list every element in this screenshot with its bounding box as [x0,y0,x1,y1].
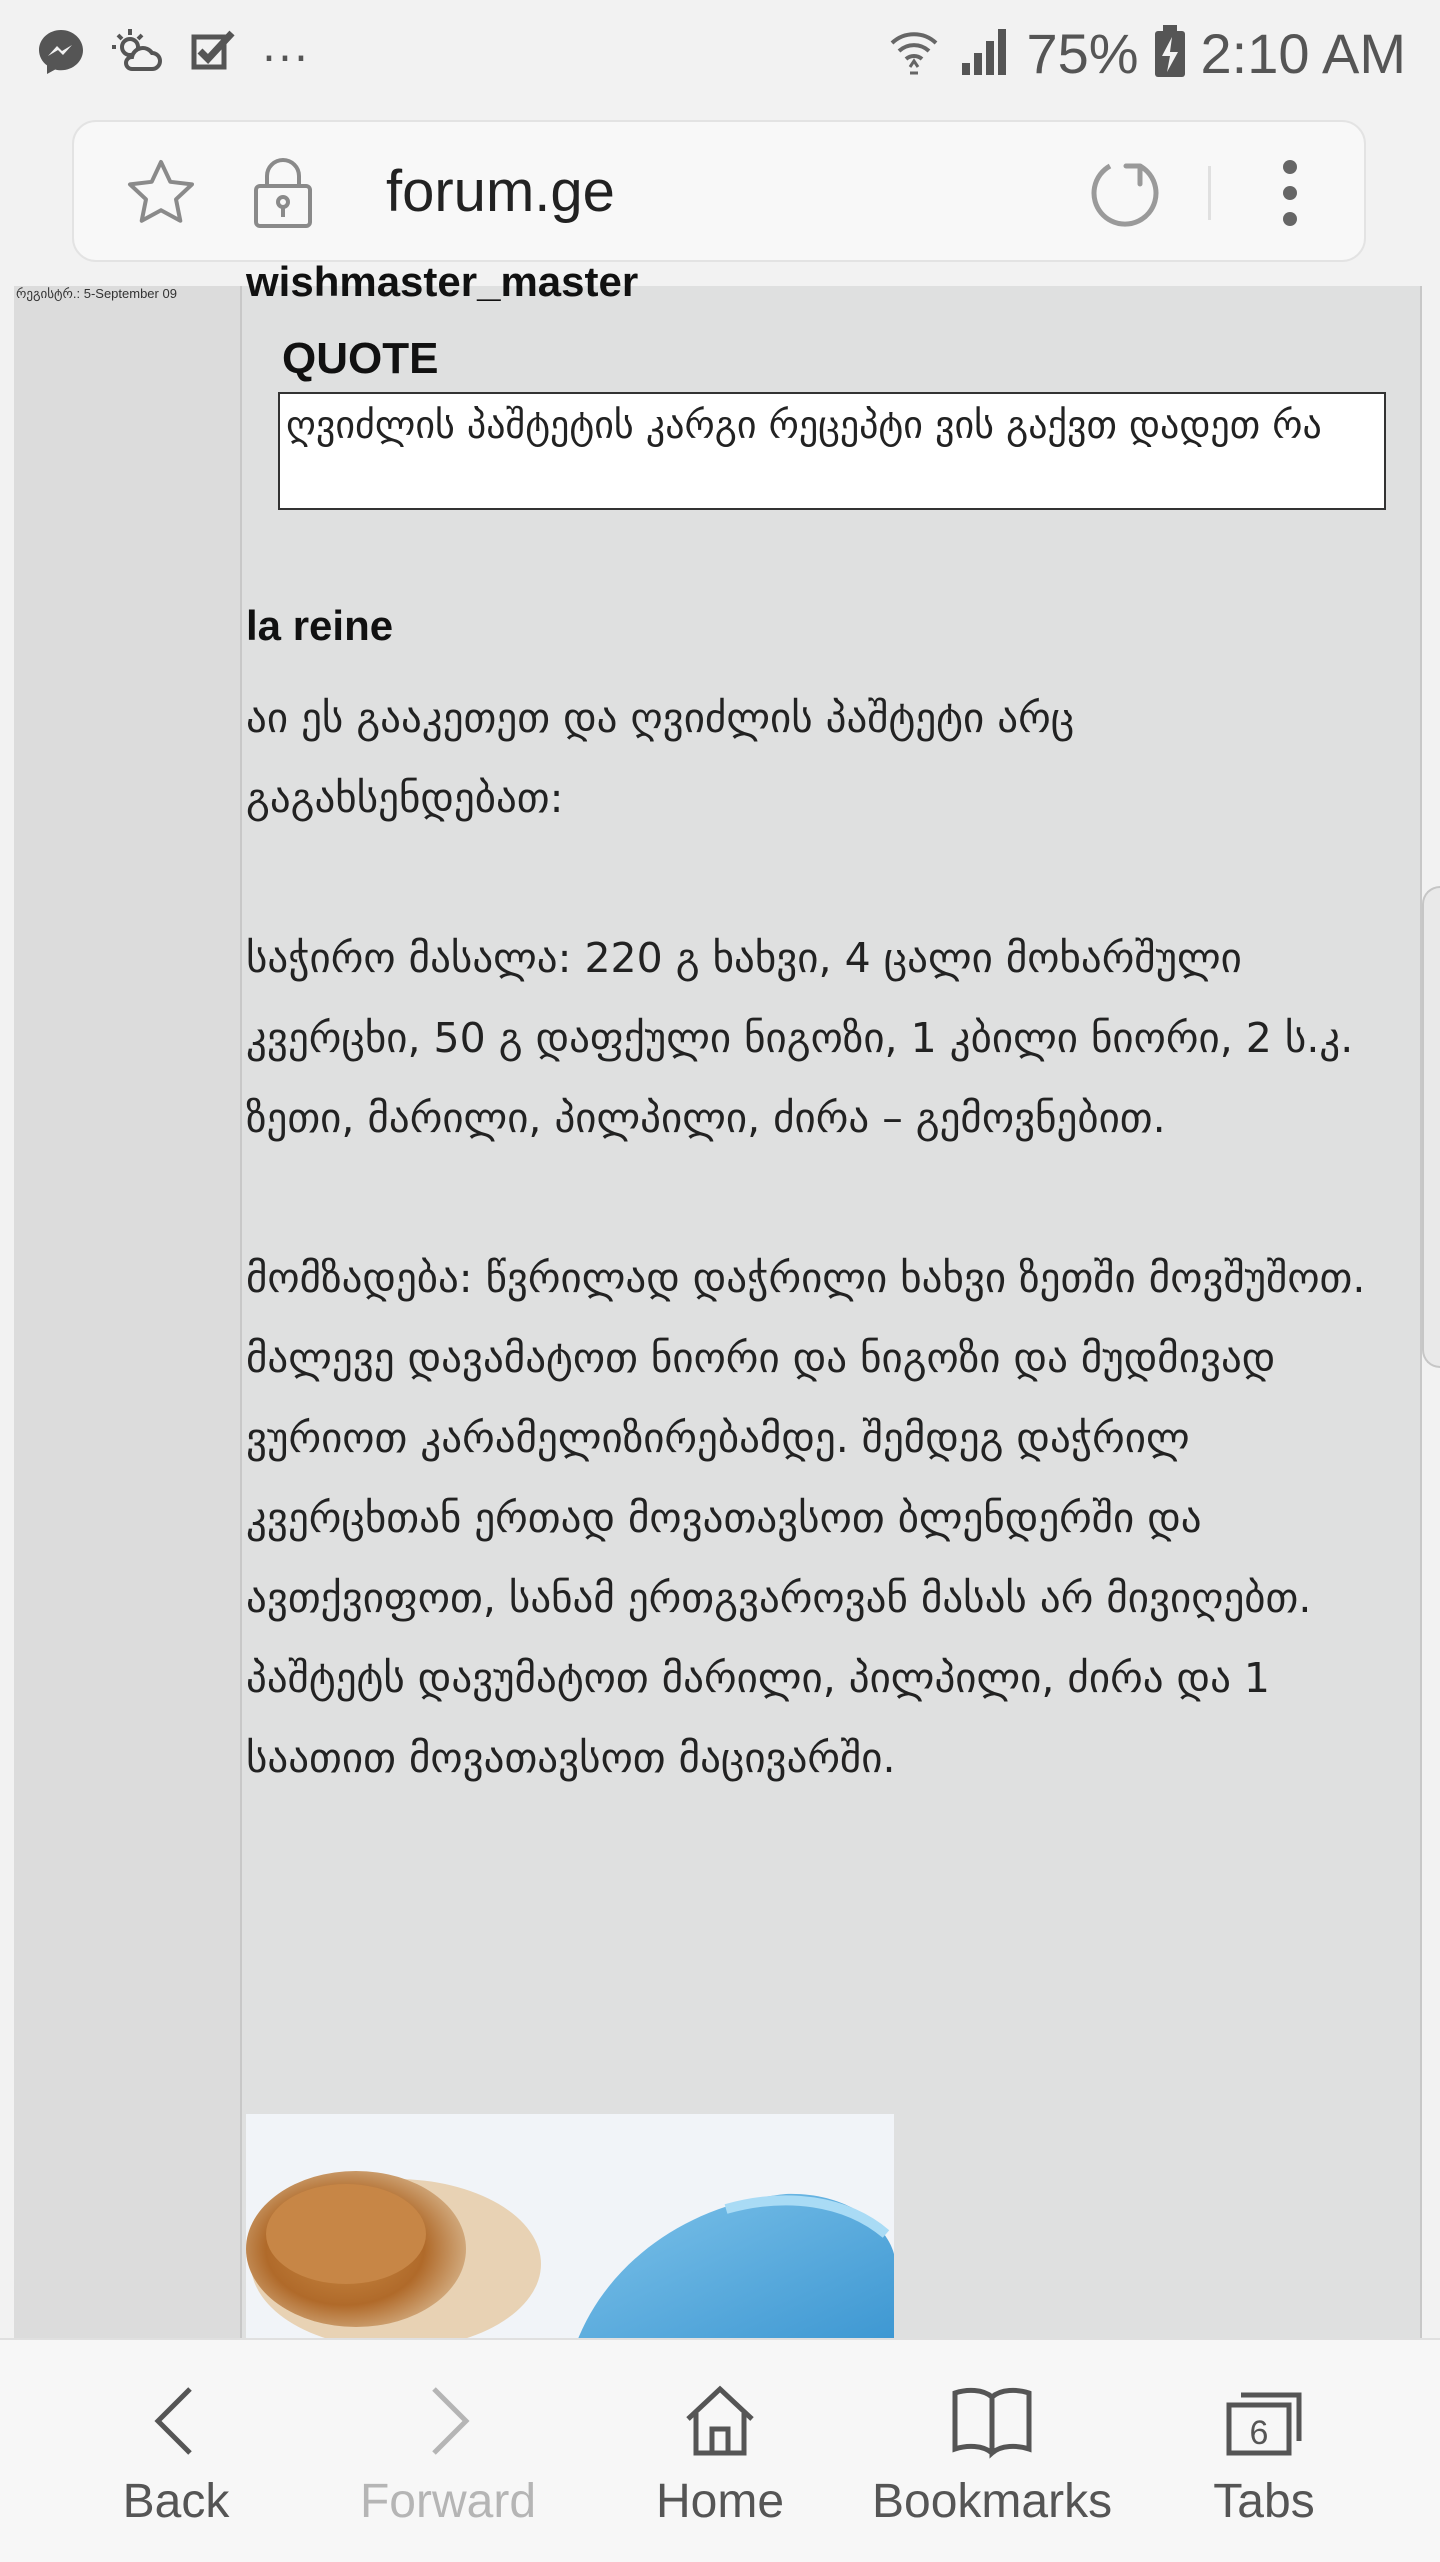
tabs-count: 6 [1249,2414,1269,2452]
post-preparation: მომზადება: წვრილად დაჭრილი ხახვი ზეთში მოვშუშოთ. მალევე დავამატოთ ნიორი და ნიგოზი და მუდმივად ვურიოთ კარამელიზირებამდე. შემდეგ დაჭრილ კვერცხთან ერთად მოვათავსოთ ბლენდერში და ავთქვიფოთ, სანამ ერთგვაროვან მასას არ მივიღებთ. პაშტეტს დავუმატოთ მარილი, პილპილი, ძირა და 1 საათით მოვათავსოთ მაცივარში. [246,1254,1366,1782]
address-bar[interactable] [72,120,1366,262]
bottom-navigation [0,2338,1440,2562]
tabs-label: Tabs [1213,2475,1315,2528]
status-bar [0,0,1440,108]
messenger-icon [34,25,88,79]
post-intro: აი ეს გააკეთეთ და ღვიძლის პაშტეტი არც გაგახსენდებათ: [246,694,1075,822]
post-body [246,678,1396,1798]
forward-label: Forward [359,2475,537,2528]
home-icon [600,2376,840,2466]
clock: 2:10 AM [1200,21,1406,85]
quote-box: ღვიძლის პაშტეტის კარგი რეცეპტი ვის გაქვთ დადეთ რა [278,392,1386,510]
lock-icon[interactable] [250,154,316,234]
address-bar-divider [1208,166,1211,220]
tabs-icon [1144,2376,1384,2466]
recipe-photo [246,2114,894,2344]
wifi-icon [886,23,942,83]
reload-icon[interactable] [1088,154,1162,232]
chevron-left-icon [56,2376,296,2466]
forward-button[interactable] [328,2340,568,2562]
more-options-icon[interactable] [1278,160,1302,228]
status-notifications [34,22,310,82]
more-notifications-indicator: ... [262,21,310,72]
web-content[interactable] [0,258,1440,2338]
back-button[interactable] [56,2340,296,2562]
bookmarks-label: Bookmarks [872,2475,1113,2528]
bookmarks-button[interactable] [872,2340,1112,2562]
bookmark-star-icon[interactable] [124,156,198,234]
scroll-handle[interactable] [1422,886,1440,1368]
bookmarks-book-icon [872,2376,1112,2466]
back-label: Back [122,2475,230,2528]
home-button[interactable] [600,2340,840,2562]
status-system [886,18,1406,88]
forum-post [242,258,1422,2338]
post-ingredients: საჭირო მასალა: 220 გ ხახვი, 4 ცალი მოხარშული კვერცხი, 50 გ დაფქული ნიგოზი, 1 კბილი ნიორი, 2 ს.კ. ზეთი, მარილი, პილპილი, ძირა – გემოვნებით. [246,934,1354,1142]
checkbox-icon [186,25,240,79]
quote-label: QUOTE [282,334,439,383]
tabs-button[interactable] [1144,2340,1384,2562]
chevron-right-icon [328,2376,568,2466]
registration-date: რეგისტრ.: 5-September 09 [16,286,177,301]
weather-icon [110,25,164,79]
post-author[interactable]: wishmaster_master [246,258,639,305]
battery-charging-icon [1153,23,1187,83]
home-label: Home [655,2475,785,2528]
post-author-sidebar [14,286,242,2338]
url-text[interactable]: forum.ge [386,159,615,224]
battery-percent: 75% [1026,21,1139,85]
signal-icon [956,23,1012,83]
reply-author: la reine [246,602,394,649]
